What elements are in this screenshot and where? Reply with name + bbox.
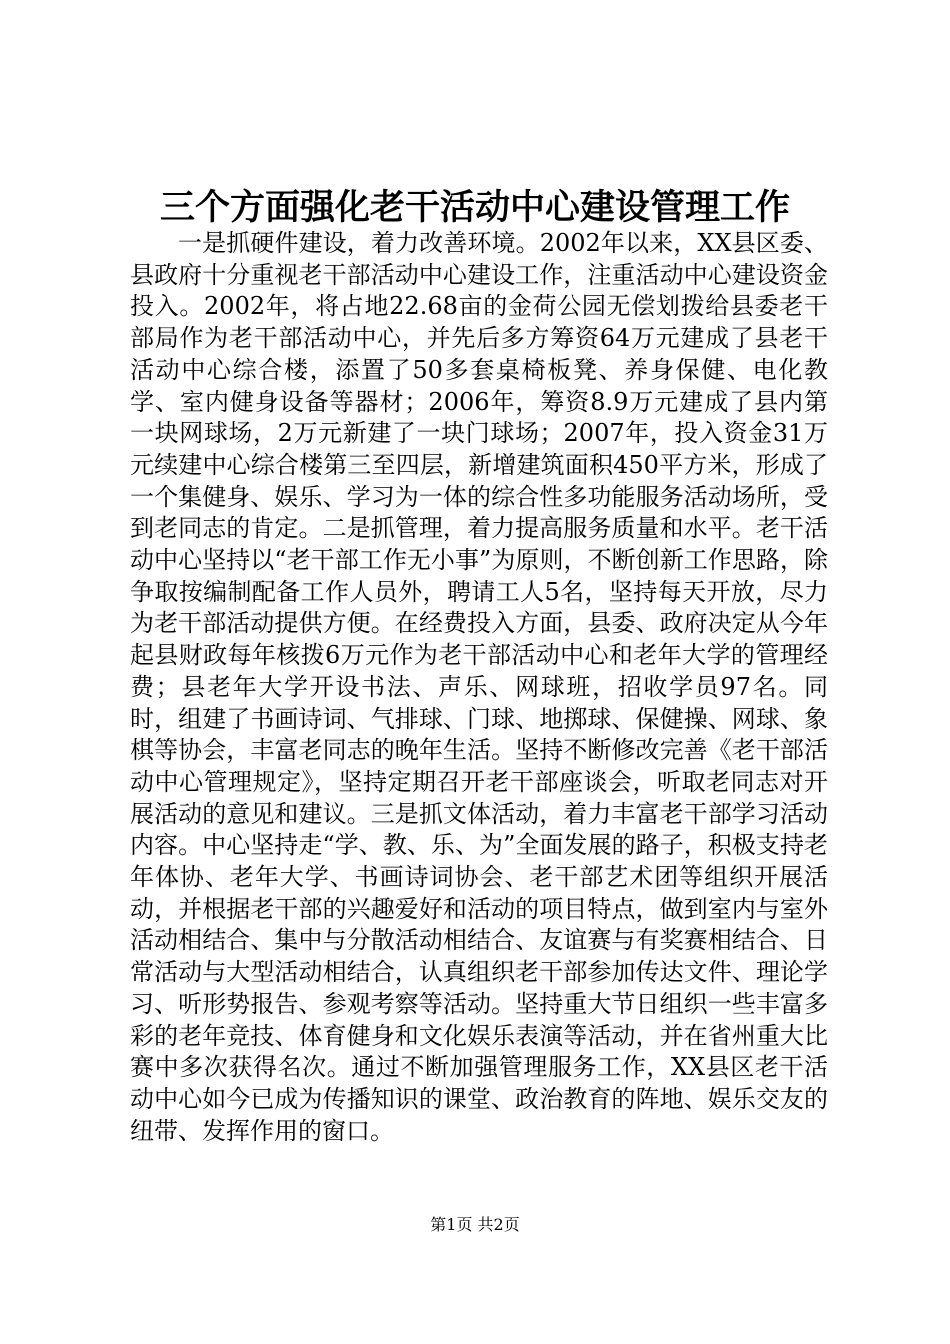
page-number-footer: 第1页 共2页 xyxy=(430,1215,520,1234)
document-title: 三个方面强化老干活动中心建设管理工作 xyxy=(159,187,790,228)
document-body-paragraph: 一是抓硬件建设，着力改善环境。2002年以来，XX县区委、县政府十分重视老干部活动中心建设工作，注重活动中心建设资金投入。2002年，将占地22.68亩的金荷公园无偿划拨给县委老干部局作为老干部活动中心，并先后多方筹资64万元建成了县老干活动中心综合楼，添置了50多套桌椅板凳、养身保健、电化教学、室内健身设备等器材；2006年，筹资8.9万元建成了县内第一块网球场，2万元新建了一块门球场；2007年，投入资金31万元续建中心综合楼第三至四层，新增建筑面积450平方米，形成了一个集健身、娱乐、学习为一体的综合性多功能服务活动场所，受到老同志的肯定。二是抓管理，着力提高服务质量和水平。老干活动中心坚持以“老干部工作无小事”为原则，不断创新工作思路，除争取按编制配备工作人员外，聘请工人5名，坚持每天开放，尽力为老干部活动提供方便。在经费投入方面，县委、政府决定从今年起县财政每年核拨6万元作为老干部活动中心和老年大学的管理经费；县老年大学开设书法、声乐、网球班，招收学员97名。同时，组建了书画诗词、气排球、门球、地掷球、保健操、网球、象棋等协会，丰富老同志的晚年生活。坚持不断修改完善《老干部活动中心管理规定》，坚持定期召开老干部座谈会，听取老同志对开展活动的意见和建议。三是抓文体活动，着力丰富老干部学习活动内容。中心坚持走“学、教、乐、为”全面发展的路子，积极支持老年体协、老年大学、书画诗词协会、老干部艺术团等组织开展活动，并根据老干部的兴趣爱好和活动的项目特点，做到室内与室外活动相结合、集中与分散活动相结合、友谊赛与有奖赛相结合、日常活动与大型活动相结合，认真组织老干部参加传达文件、理论学习、听形势报告、参观考察等活动。坚持重大节日组织一些丰富多彩的老年竞技、体育健身和文化娱乐表演等活动，并在省州重大比赛中多次获得名次。通过不断加强管理服务工作，XX县区老干活动中心如今已成为传播知识的课堂、政治教育的阵地、娱乐交友的纽带、发挥作用的窗口。 xyxy=(130,229,828,1145)
